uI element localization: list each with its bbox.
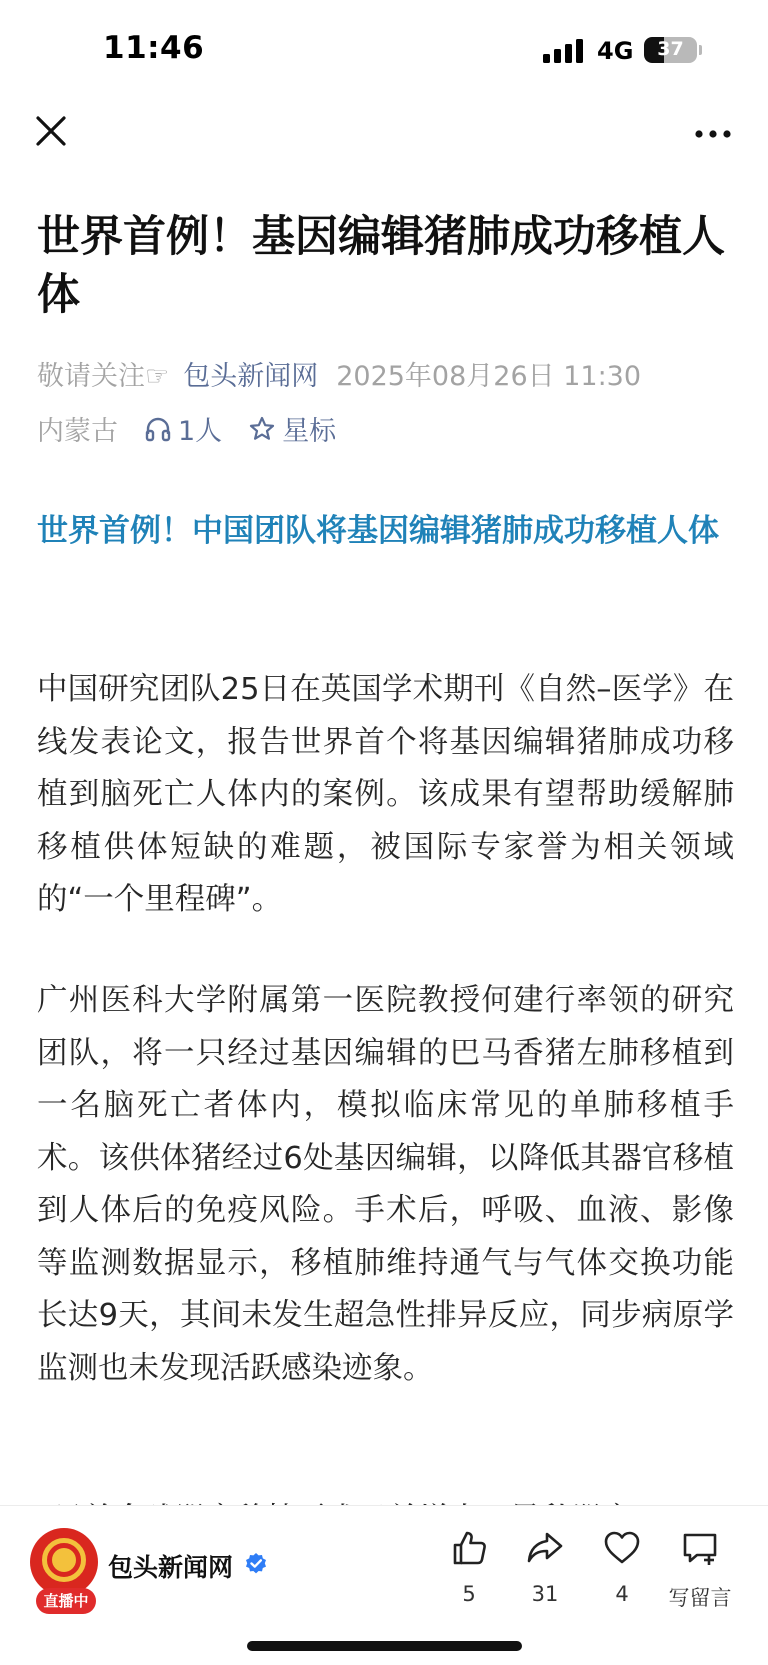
star-label: 星标 — [282, 416, 337, 447]
article-paragraph: 中国研究团队25日在英国学术期刊《自然–医学》在线发表论文，报告世界首个将基因编辑猪肺成功移植到脑死亡人体内的案例。该成果有望帮助缓解肺移植供体短缺的难题，被国际专家誉为相关领域的“一个里程碑”。 — [37, 672, 734, 917]
follow-prompt: 敬请关注☞ — [37, 361, 170, 392]
share-button[interactable] — [505, 1528, 585, 1606]
close-icon — [30, 110, 74, 154]
article-meta-line2 — [37, 409, 336, 448]
thumbs-up-icon — [449, 1528, 489, 1568]
status-time: 11:46 — [103, 30, 205, 66]
more-horizontal-icon — [690, 116, 740, 152]
live-badge[interactable]: 直播中 — [36, 1588, 96, 1614]
comment-label: 写留言 — [668, 1586, 732, 1610]
share-icon — [525, 1528, 565, 1568]
verified-badge-icon — [244, 1552, 268, 1576]
network-type: 4G — [597, 37, 634, 65]
like-button[interactable] — [429, 1528, 509, 1606]
publish-datetime: 2025年08月26日 11:30 — [336, 361, 642, 392]
account-name[interactable]: 包头新闻网 — [108, 1553, 234, 1582]
comment-add-icon — [680, 1528, 720, 1568]
source-link[interactable]: 包头新闻网 — [183, 361, 319, 392]
account-avatar[interactable] — [30, 1528, 98, 1596]
home-indicator[interactable] — [247, 1641, 522, 1651]
share-count: 31 — [531, 1582, 559, 1606]
star-button[interactable] — [248, 409, 336, 448]
like-count: 5 — [462, 1582, 476, 1606]
heart-icon — [602, 1528, 642, 1568]
more-button[interactable] — [690, 116, 740, 152]
location: 内蒙古 — [37, 416, 118, 447]
article-meta-line1 — [37, 354, 641, 393]
favorite-button[interactable] — [582, 1528, 662, 1606]
article-title: 世界首例！基因编辑猪肺成功移植人体 — [37, 212, 725, 320]
battery-icon — [644, 37, 697, 63]
headphones-icon — [144, 415, 172, 443]
listen-count: 1人 — [178, 416, 223, 447]
listen-button[interactable] — [144, 409, 222, 448]
avatar-logo-center — [52, 1548, 76, 1572]
cellular-signal-icon — [543, 39, 585, 63]
close-button[interactable] — [30, 110, 74, 154]
comment-button[interactable] — [660, 1528, 740, 1612]
battery-tip — [699, 45, 702, 55]
favorite-count: 4 — [615, 1582, 629, 1606]
star-icon — [248, 415, 276, 443]
battery-level: 37 — [657, 38, 684, 60]
article-paragraph: 广州医科大学附属第一医院教授何建行率领的研究团队，将一只经过基因编辑的巴马香猪左肺移植到一名脑死亡者体内，模拟临床常见的单肺移植手术。该供体猪经过6处基因编辑，以降低其器官移植到人体后的免疫风险。手术后，呼吸、血液、影像等监测数据显示，移植肺维持通气与气体交换功能长达9天，其间未发生超急性排异反应，同步病原学监测也未发现活跃感染迹象。 — [37, 983, 734, 1386]
article-subtitle: 世界首例！中国团队将基因编辑猪肺成功移植人体 — [37, 513, 719, 549]
status-bar — [0, 0, 768, 100]
